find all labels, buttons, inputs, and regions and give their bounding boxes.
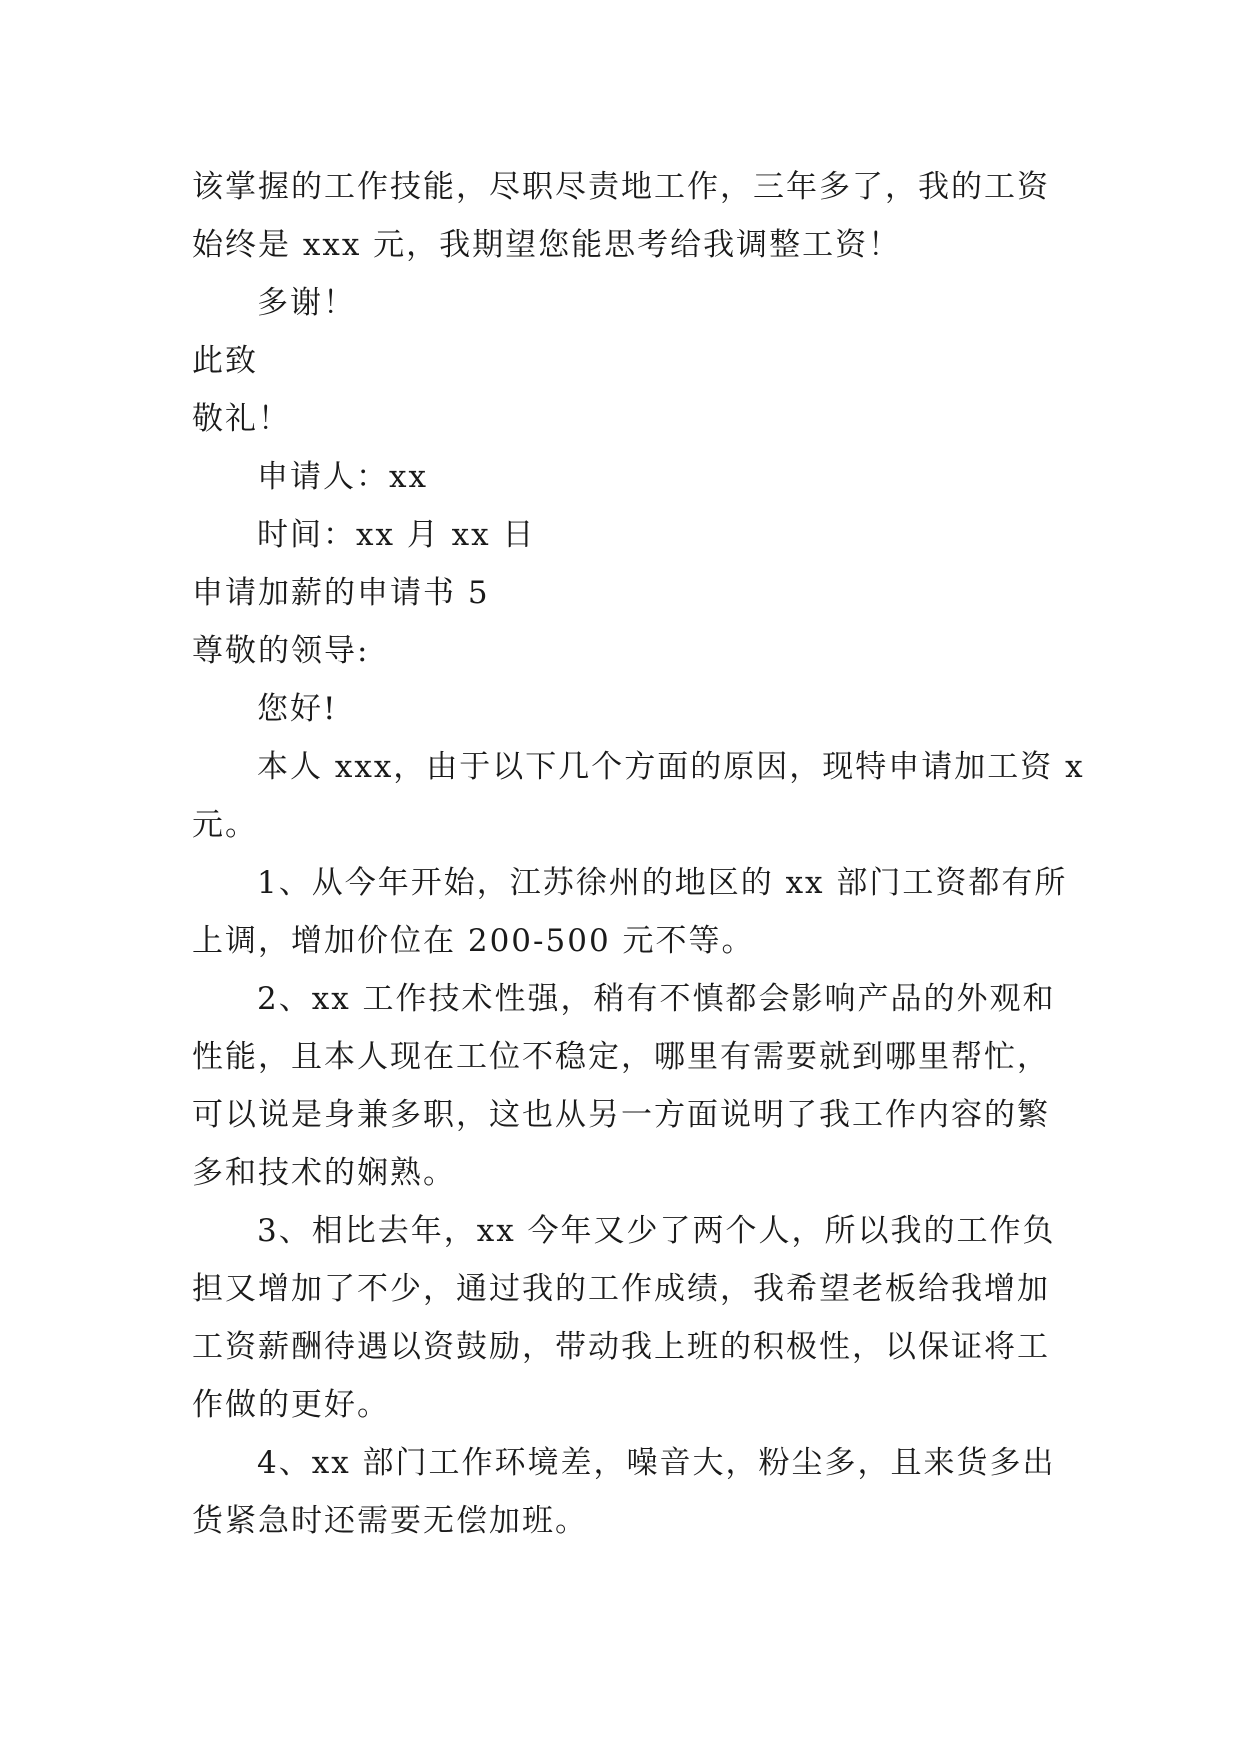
paragraph-line: 3、相比去年，xx 今年又少了两个人，所以我的工作负 bbox=[257, 1213, 1056, 1249]
greeting: 您好! bbox=[257, 691, 338, 727]
paragraph-line: 货紧急时还需要无偿加班。 bbox=[192, 1503, 588, 1539]
section-title: 申请加薪的申请书 5 bbox=[192, 575, 490, 611]
closing-line: 此致 bbox=[192, 343, 258, 379]
applicant-line: 申请人：xx bbox=[257, 459, 428, 495]
paragraph-line: 1、从今年开始，江苏徐州的地区的 xx 部门工资都有所 bbox=[257, 865, 1068, 901]
paragraph-line: 该掌握的工作技能，尽职尽责地工作，三年多了，我的工资 bbox=[192, 169, 1050, 205]
paragraph-line: 始终是 xxx 元，我期望您能思考给我调整工资！ bbox=[192, 227, 902, 263]
paragraph-line: 性能，且本人现在工位不稳定，哪里有需要就到哪里帮忙， bbox=[192, 1039, 1050, 1075]
paragraph-line: 4、xx 部门工作环境差，噪音大，粉尘多，且来货多出 bbox=[257, 1445, 1056, 1481]
paragraph-line: 本人 xxx，由于以下几个方面的原因，现特申请加工资 x bbox=[257, 749, 1085, 785]
salutation: 尊敬的领导: bbox=[192, 633, 370, 669]
paragraph-line: 2、xx 工作技术性强，稍有不慎都会影响产品的外观和 bbox=[257, 981, 1056, 1017]
paragraph-line: 上调，增加价位在 200-500 元不等。 bbox=[192, 923, 755, 959]
paragraph-line: 多和技术的娴熟。 bbox=[192, 1155, 456, 1191]
paragraph-line: 担又增加了不少，通过我的工作成绩，我希望老板给我增加 bbox=[192, 1271, 1050, 1307]
paragraph-line: 作做的更好。 bbox=[192, 1387, 390, 1423]
closing-salute: 敬礼！ bbox=[192, 401, 291, 437]
thanks-line: 多谢！ bbox=[257, 285, 356, 321]
paragraph-line: 可以说是身兼多职，这也从另一方面说明了我工作内容的繁 bbox=[192, 1097, 1050, 1133]
paragraph-line: 元。 bbox=[192, 807, 258, 843]
paragraph-line: 工资薪酬待遇以资鼓励，带动我上班的积极性，以保证将工 bbox=[192, 1329, 1050, 1365]
date-line: 时间：xx 月 xx 日 bbox=[257, 517, 536, 553]
